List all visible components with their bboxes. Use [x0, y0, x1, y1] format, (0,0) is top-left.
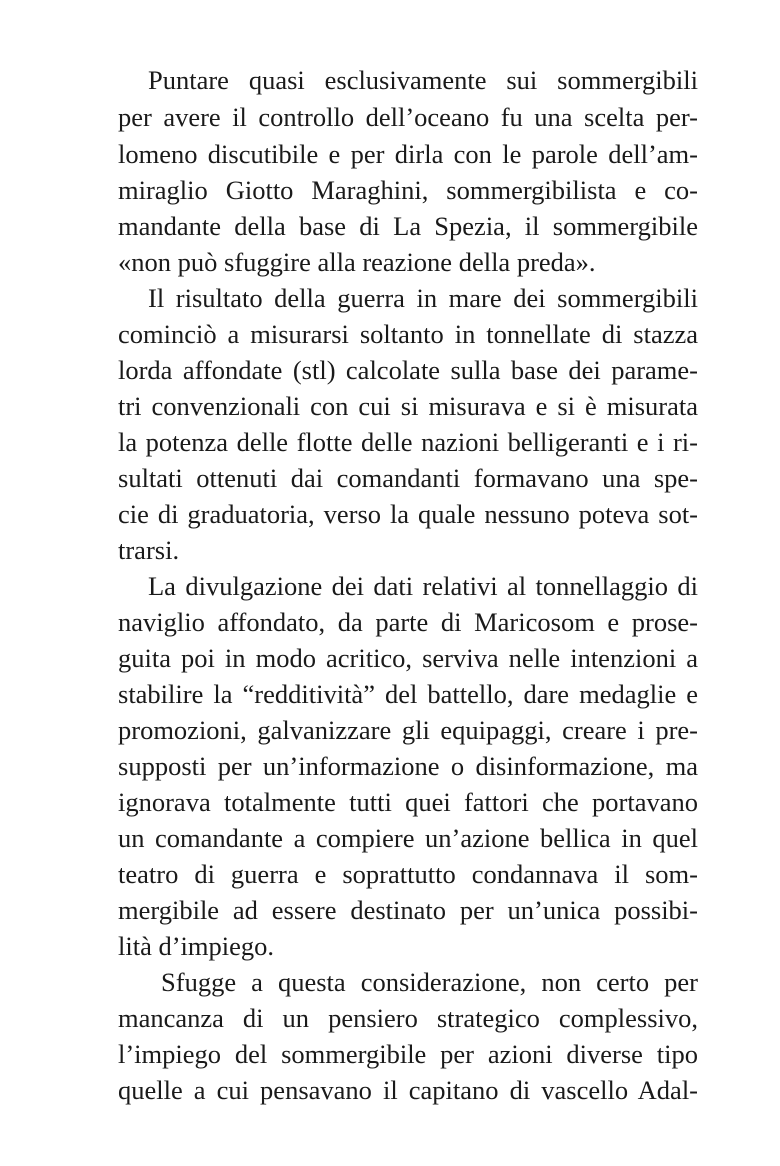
- text-line: cie di graduatoria, verso la quale nessuno poteva sot-: [118, 499, 698, 529]
- text-line: teatro di guerra e soprattutto condannava il som-: [118, 859, 698, 889]
- text-line: cominciò a misurarsi soltanto in tonnellate di stazza: [118, 319, 698, 349]
- text-line: La divulgazione dei dati relativi al tonnellaggio di: [148, 571, 698, 601]
- text-line: mergibile ad essere destinato per un’unica possibi-: [118, 895, 698, 925]
- text-line: la potenza delle flotte delle nazioni belligeranti e i ri-: [118, 427, 698, 457]
- text-line: l’impiego del sommergibile per azioni diverse tipo: [118, 1039, 698, 1069]
- text-line: mancanza di un pensiero strategico complessivo,: [118, 1003, 698, 1033]
- text-line: ignorava totalmente tutti quei fattori che portavano: [118, 787, 698, 817]
- text-line: trarsi.: [118, 535, 180, 565]
- text-line: Il risultato della guerra in mare dei sommergibili: [148, 283, 698, 313]
- text-line: lità d’impiego.: [118, 931, 275, 961]
- text-line: Puntare quasi esclusivamente sui sommergibili: [148, 65, 698, 95]
- text-line: supposti per un’informazione o disinformazione, ma: [118, 751, 698, 781]
- text-line: promozioni, galvanizzare gli equipaggi, creare i pre-: [118, 715, 698, 745]
- text-line: «non può sfuggire alla reazione della preda».: [118, 247, 596, 277]
- text-line: quelle a cui pensavano il capitano di vascello Adal-: [118, 1075, 698, 1105]
- text-line: stabilire la “redditività” del battello, dare medaglie e: [118, 679, 698, 709]
- text-line: naviglio affondato, da parte di Maricosom e prose-: [118, 607, 698, 637]
- text-line: un comandante a compiere un’azione bellica in quel: [118, 823, 698, 853]
- text-line: lomeno discutibile e per dirla con le parole dell’am-: [118, 139, 698, 169]
- text-line: guita poi in modo acritico, serviva nelle intenzioni a: [118, 643, 698, 673]
- text-line: miraglio Giotto Maraghini, sommergibilista e co-: [118, 175, 698, 205]
- text-line: Sfugge a questa considerazione, non certo per: [161, 967, 698, 997]
- text-line: mandante della base di La Spezia, il sommergibile: [118, 211, 698, 241]
- text-line: lorda affondate (stl) calcolate sulla base dei parame-: [118, 355, 698, 385]
- text-line: tri convenzionali con cui si misurava e si è misurata: [118, 391, 698, 421]
- text-line: sultati ottenuti dai comandanti formavano una spe-: [118, 463, 698, 493]
- text-line: per avere il controllo dell’oceano fu una scelta per-: [118, 102, 698, 132]
